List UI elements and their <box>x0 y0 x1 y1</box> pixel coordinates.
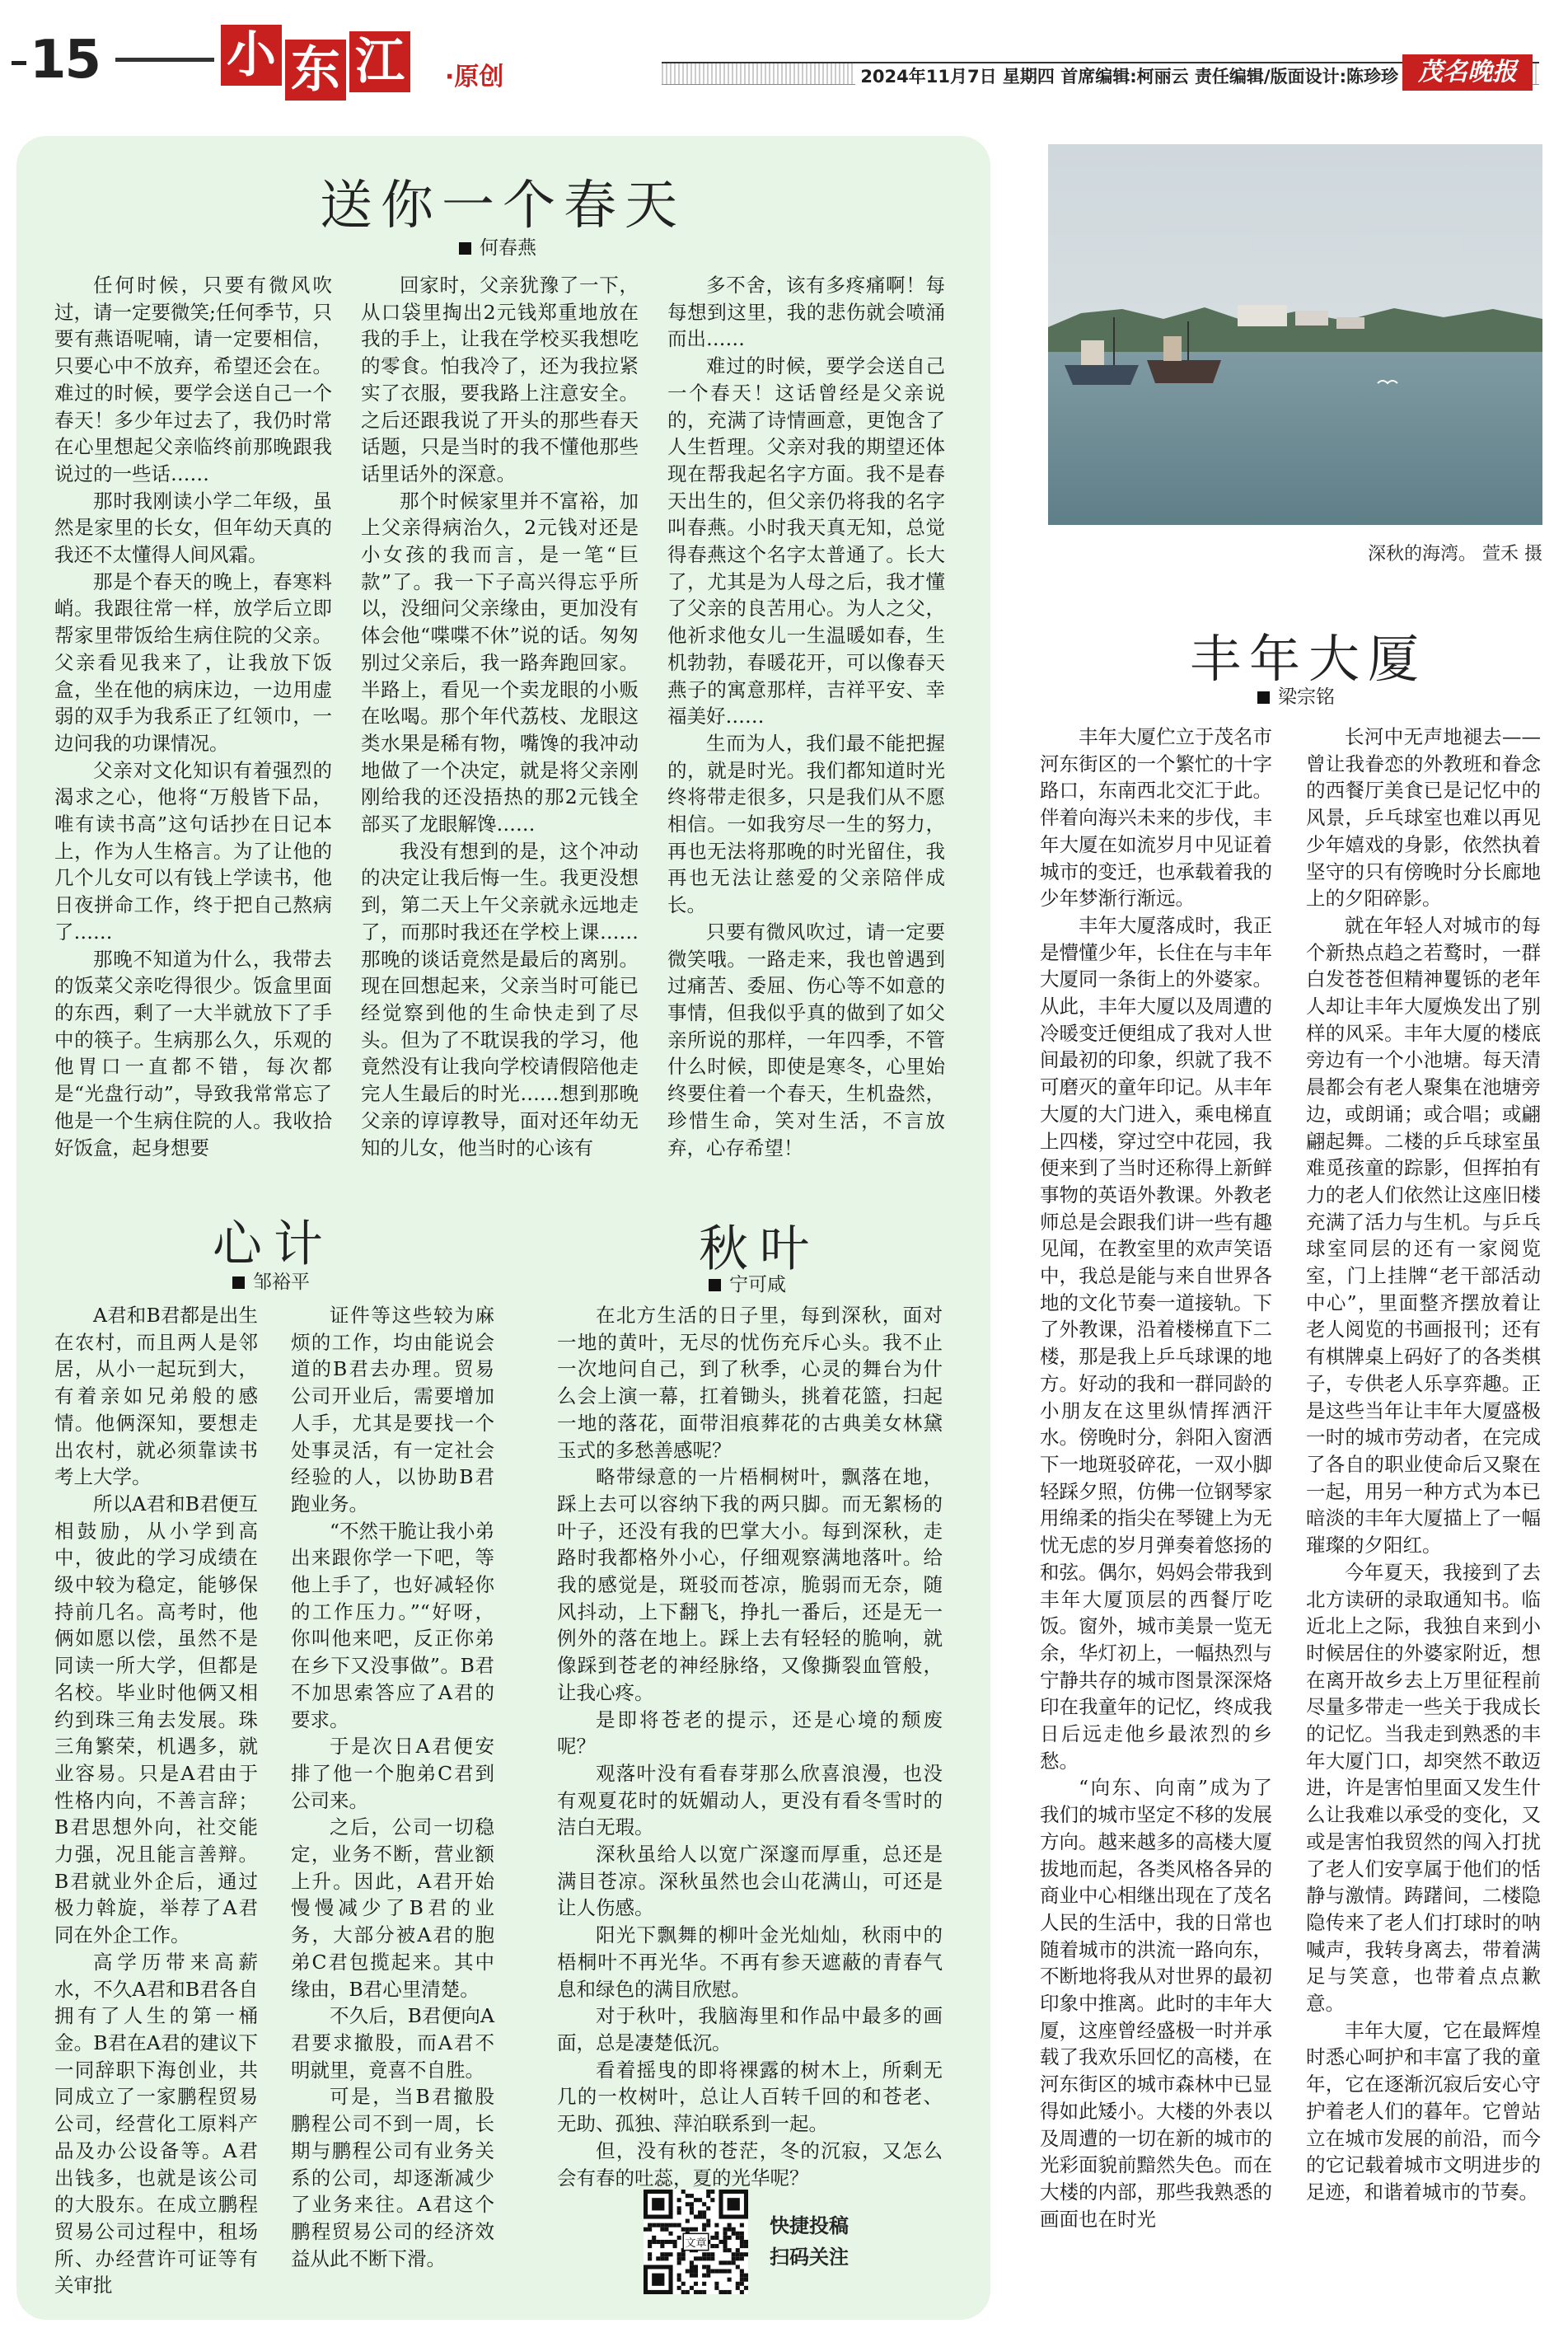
article-paragraph: 那时我刚读小学二年级，虽然是家里的长女，但年幼天真的我还不太懂得人间风霜。 <box>54 489 332 567</box>
section-subtitle: ·原创 <box>445 63 504 91</box>
article-paragraph: 我没有想到的是，这个冲动的决定让我后悔一生。我更没想到，第二天上午父亲就永远地走了，而那时我还在学校上课……那晚的谈话竟然是最后的离别。现在回想起来，父亲当时可能已经觉察到他的生命快走到了尽头。但为了不耽误我的学习，他竟然没有让我向学校请假陪他走完人生最后的时光……想到那晚父亲的谆谆教导，面对还年幼无知的儿女，他当时的心该有 <box>361 839 639 1159</box>
article-paragraph: 于是次日A君便安排了他一个胞弟C君到公司来。 <box>291 1735 494 1812</box>
article-column-xinji-2 <box>291 1302 494 2316</box>
article-paragraph: 多不舍，该有多疼痛啊！每每想到这里，我的悲伤就会喷涌而出…… <box>667 274 945 351</box>
article-paragraph: 但，没有秋的苍茫，冬的沉寂，又怎么会有春的吐蕊，夏的光华呢？ <box>557 2138 943 2190</box>
article-column-xinji-1 <box>54 1302 258 2316</box>
article-paragraph: 阳光下飘舞的柳叶金光灿灿，秋雨中的梧桐叶不再光华。不再有参天遮蔽的青春气息和绿色的满目欣慰。 <box>557 1923 943 2001</box>
article-paragraph: 长河中无声地褪去——曾让我眷恋的外教班和眷念的西餐厅美食已是记忆中的风景，乒乓球室也难以再见少年嬉戏的身影，依然执着坚守的只有傍晚时分长廊地上的夕阳碎影。 <box>1306 725 1541 911</box>
date-editor-info: 2024年11月7日 星期四 首席编辑:柯丽云 责任编辑/版面设计:陈珍珍 <box>855 63 1403 88</box>
article-paragraph: “向东、向南”成为了我们的城市坚定不移的发展方向。越来越多的高楼大厦拔地而起，各类风格各异的商业中心相继出现在了茂名人民的生活中，我的日常也随着城市的洪流一路向东，不断地将我从对世界的最初印象中推离。此时的丰年大厦，这座曾经盛极一时并承载了我欢乐回忆的高楼，在河东街区的城市森林中已显得如此矮小。大楼的外表以及周遭的一切在新的城市的光彩面貌前黯然失色。而在大楼的内部，那些我熟悉的画面也在时光 <box>1040 1776 1272 2231</box>
article-column-spring-1 <box>54 272 332 1174</box>
article-author-spring: 何春燕 <box>459 232 536 260</box>
article-paragraph: 是即将苍老的提示，还是心境的颓废呢？ <box>557 1707 943 1759</box>
article-title-spring: 送你一个春天 <box>320 176 686 237</box>
article-author-autumn: 宁可咸 <box>709 1269 786 1296</box>
qr-prompt <box>770 2210 849 2273</box>
qr-prompt-line-2: 扫码关注 <box>770 2246 849 2269</box>
article-paragraph: 在北方生活的日子里，每到深秋，面对一地的黄叶，无尽的忧伤充斥心头。我不止一次地问自己，到了秋季，心灵的舞台为什么会上演一幕，扛着锄头，挑着花篮，扫起一地的落花，面带泪痕葬花的古典美女林黛玉式的多愁善感呢？ <box>557 1304 943 1462</box>
article-paragraph: 对于秋叶，我脑海里和作品中最多的画面，总是凄楚低沉。 <box>557 2004 943 2054</box>
article-paragraph: 生而为人，我们最不能把握的，就是时光。我们都知道时光终将带走很多，只是我们从不愿相信。一如我穷尽一生的努力，再也无法将那晚的时光留住，我再也无法让慈爱的父亲陪伴成长。 <box>667 731 945 917</box>
article-title-autumn: 秋叶 <box>699 1220 821 1278</box>
article-paragraph: 之后，公司一切稳定，业务不断，营业额上升。因此，A君开始慢慢减少了B君的业务，大部分被A君的胞弟C君包揽起来。其中缘由，B君心里清楚。 <box>291 1815 494 2001</box>
qr-code-icon[interactable] <box>644 2190 748 2294</box>
article-column-autumn-1 <box>557 1302 943 2190</box>
author-marker-icon <box>1257 691 1270 704</box>
article-paragraph: 丰年大厦伫立于茂名市河东街区的一个繁忙的十字路口，东南西北交汇于此。伴着向海兴未来的步伐，丰年大厦在如流岁月中见证着城市的变迁，也承载着我的少年梦渐行渐远。 <box>1040 725 1272 911</box>
article-paragraph: “不然干脆让我小弟出来跟你学一下吧，等他上手了，也好减轻你的工作压力。”“好呀，你叫他来吧，反正你弟在乡下又没事做”。B君不加思索答应了A君的要求。 <box>291 1519 495 1731</box>
qr-prompt-line-1: 快捷投稿 <box>770 2214 849 2237</box>
article-paragraph: 父亲对文化知识有着强烈的渴求之心，他将“万般皆下品，唯有读书高”这句话抄在日记本上，作为人生格言。为了让他的几个儿女可以有钱上学读书，他日夜拼命工作，终于把自己熬病了…… <box>54 758 332 944</box>
article-paragraph: 丰年大厦落成时，我正是懵懂少年，长住在与丰年大厦同一条街上的外婆家。从此，丰年大厦以及周遭的冷暖变迁便组成了我对人世间最初的印象，织就了我不可磨灭的童年印记。从丰年大厦的大门进入，乘电梯直上四楼，穿过空中花园，我便来到了当时还称得上新鲜事物的英语外教课。外教老师总是会跟我们讲一些有趣见闻，在教室里的欢声笑语中，我总是能与来自世界各地的文化节奏一道接轨。下了外教课，沿着楼梯直下二楼，那是我上乒乓球课的地方。好动的我和一群同龄的小朋友在这里纵情挥洒汗水。傍晚时分，斜阳入窗洒下一地斑驳碎花，一双小脚轻踩夕照，仿佛一位钢琴家用绵柔的指尖在琴键上为无忧无虑的岁月弹奏着悠扬的和弦。偶尔，妈妈会带我到丰年大厦顶层的西餐厅吃饭。窗外，城市美景一览无余，华灯初上，一幅热烈与宁静共存的城市图景深深烙印在我童年的记忆，终成我日后远走他乡最浓烈的乡愁。 <box>1040 913 1272 1773</box>
article-paragraph: 观落叶没有看春芽那么欣喜浪漫，也没有观夏花时的妩媚动人，更没有看冬雪时的洁白无瑕。 <box>557 1761 943 1839</box>
qr-center-label: 文章 <box>685 2237 707 2251</box>
author-marker-icon <box>709 1279 721 1291</box>
author-marker-icon <box>232 1276 245 1289</box>
newspaper-logo: 茂名晚报 <box>1402 54 1533 91</box>
section-char-1: 小 <box>221 25 282 86</box>
article-paragraph: 所以A君和B君便互相鼓励，从小学到高中，彼此的学习成绩在级中较为稳定，能够保持前几名。高考时，他俩如愿以偿，虽然不是同读一所大学，但都是名校。毕业时他俩又相约到珠三角去发展。珠三角繁荣，机遇多，就业容易。只是A君由于性格内向，不善言辞；B君思想外向，社交能力强，况且能言善辩。B君就业外企后，通过极力斡旋，举荐了A君同在外企工作。 <box>54 1492 258 1947</box>
article-paragraph: 难过的时候，要学会送自己一个春天！这话曾经是父亲说的，充满了诗情画意，更饱含了人生哲理。父亲对我的期望还体现在帮我起名字方面。我不是春天出生的，但父亲仍将我的名字叫春燕。小时我天真无知，总觉得春燕这个名字太普通了。长大了，尤其是为人母之后，我才懂了父亲的良苦用心。为人之父，他祈求他女儿一生温暖如春，生机勃勃，春暖花开，可以像春天燕子的寓意那样，吉祥平安、幸福美好…… <box>667 354 945 728</box>
article-paragraph: 那个时候家里并不富裕，加上父亲得病治久，2元钱对还是小女孩的我而言，是一笔“巨款”了。我一下子高兴得忘乎所以，没细问父亲缘由，更加没有体会他“喋喋不休”说的话。匆匆别过父亲后，我一路奔跑回家。半路上，看见一个卖龙眼的小贩在吆喝。那个年代荔枝、龙眼这类水果是稀有物，嘴馋的我冲动地做了一个决定，就是将父亲刚刚给我的还没捂热的那2元钱全部买了龙眼解馋…… <box>361 489 639 836</box>
article-author-building: 梁宗铭 <box>1257 682 1335 709</box>
section-char-2: 东 <box>285 40 346 101</box>
article-paragraph: 不久后，B君便向A君要求撤股，而A君不明就里，竟喜不自胜。 <box>291 2004 494 2082</box>
article-column-spring-2 <box>361 272 639 1174</box>
article-paragraph: 只要有微风吹过，请一定要微笑哦。一路走来，我也曾遇到过痛苦、委屈、伤心等不如意的事情，但我似乎真的做到了如父亲所说的那样，一年四季，不管什么时候，即使是寒冬，心里始终要住着一个春天，生机盎然，珍惜生命，笑对生活，不言放弃，心存希望！ <box>667 920 945 1159</box>
article-paragraph: 那是个春天的晚上，春寒料峭。我跟往常一样，放学后立即帮家里带饭给生病住院的父亲。父亲看见我来了，让我放下饭盒，坐在他的病床边，一边用虚弱的双手为我系正了红领巾，一边问我的功课情况。 <box>54 569 332 755</box>
article-paragraph: 今年夏天，我接到了去北方读研的录取通知书。临近北上之际，我独自来到小时候居住的外婆家附近，想在离开故乡去上万里征程前尽量多带走一些关于我成长的记忆。当我走到熟悉的丰年大厦门口，却突然不敢迈进，许是害怕里面又发生什么让我难以承受的变化，又或是害怕我贸然的闯入打扰了老人们安享属于他们的恬静与激情。踌躇间，二楼隐隐传来了老人们打球时的呐喊声，我转身离去，带着满足与笑意，也带着点点歉意。 <box>1306 1560 1541 2016</box>
article-title-building: 丰年大厦 <box>1189 629 1427 689</box>
article-column-building-1 <box>1040 724 1272 2318</box>
section-char-3: 江 <box>349 31 410 92</box>
article-paragraph: 高学历带来高薪水，不久A君和B君各自拥有了人生的第一桶金。B君在A君的建议下一同辞职下海创业，共同成立了一家鹏程贸易公司，经营化工原料产品及办公设备等。A君出钱多，也就是该公司的大股东。在成立鹏程贸易公司过程中，租场所、办经营许可证等有关审批 <box>54 1950 258 2298</box>
article-paragraph: 深秋虽给人以宽广深邃而厚重，总还是满目苍凉。深秋虽然也会山花满山，可还是让人伤感。 <box>557 1843 943 1920</box>
photo-caption: 深秋的海湾。 萱禾 摄 <box>1368 544 1542 564</box>
article-column-spring-3 <box>667 272 945 1174</box>
article-paragraph: 那晚不知道为什么，我带去的饭菜父亲吃得很少。饭盒里面的东西，剩了一大半就放下了手中的筷子。生病那么久，乐观的他胃口一直都不错，每次都是“光盘行动”，导致我常常忘了他是一个生病住院的人。我收拾好饭盒，起身想要 <box>54 947 332 1159</box>
bay-photo <box>1048 144 1542 525</box>
header-rule <box>115 58 214 62</box>
article-paragraph: 略带绿意的一片梧桐树叶，飘落在地，踩上去可以容纳下我的两只脚。而无絮杨的叶子，还没有我的巴掌大小。每到深秋，走路时我都格外小心，仔细观察满地落叶。给我的感觉是，斑驳而苍凉，脆弱而无奈，随风抖动，上下翻飞，挣扎一番后，还是无一例外的落在地上。踩上去有轻轻的脆响，就像踩到苍老的神经脉络，又像撕裂血管般，让我心疼。 <box>557 1465 943 1704</box>
article-column-building-2 <box>1306 724 1541 2318</box>
article-paragraph: 就在年轻人对城市的每个新热点趋之若鹜时，一群白发苍苍但精神矍铄的老年人却让丰年大厦焕发出了别样的风采。丰年大厦的楼底旁边有一个小池塘。每天清晨都会有老人聚集在池塘旁边，或朗诵；或合唱；或翩翩起舞。二楼的乒乓球室虽难觅孩童的踪影，但挥拍有力的老人们依然让这座旧楼充满了活力与生机。与乒乓球室同层的还有一家阅览室，门上挂牌“老干部活动中心”，里面整齐摆放着让老人阅览的书画报刊；还有有棋牌桌上码好了的各类棋子，专供老人乐享弈趣。正是这些当年让丰年大厦盛极一时的城市劳动者，在完成了各自的职业使命后又聚在一起，用另一种方式为本已暗淡的丰年大厦描上了一幅璀璨的夕阳红。 <box>1306 913 1541 1557</box>
article-paragraph: 可是，当B君撤股鹏程公司不到一周，长期与鹏程公司有业务关系的公司，却逐渐减少了业务来往。A君这个鹏程贸易公司的经济效益从此不断下滑。 <box>291 2085 494 2270</box>
page-number: 15 <box>12 30 100 91</box>
masthead <box>0 0 1568 124</box>
article-paragraph: 丰年大厦，它在最辉煌时悉心呵护和丰富了我的童年，它在逐渐沉寂后安心守护着老人们的暮年。它曾站立在城市发展的前沿，而今的它记载着城市文明进步的足迹，和谐着城市的节奏。 <box>1306 2018 1541 2204</box>
article-paragraph: 回家时，父亲犹豫了一下，从口袋里掏出2元钱郑重地放在我的手上，让我在学校买我想吃的零食。怕我冷了，还为我拉紧实了衣服，要我路上注意安全。之后还跟我说了开头的那些春天话题，只是当时的我不懂他那些话里话外的深意。 <box>361 274 639 485</box>
article-paragraph: 看着摇曳的即将裸露的树木上，所剩无几的一枚树叶，总让人百转千回的和苍老、无助、孤独、萍泊联系到一起。 <box>557 2058 943 2136</box>
article-paragraph: 任何时候，只要有微风吹过，请一定要微笑;任何季节，只要有燕语呢喃，请一定要相信，只要心中不放弃，希望还会在。难过的时候，要学会送自己一个春天！多少年过去了，我仍时常在心里想起父亲临终前那晚跟我说过的一些话…… <box>54 274 332 485</box>
article-paragraph: 证件等这些较为麻烦的工作，均由能说会道的B君去办理。贸易公司开业后，需要增加人手，尤其是要找一个处事灵活，有一定社会经验的人，以协助B君跑业务。 <box>291 1304 494 1515</box>
article-title-xinji: 心计 <box>213 1216 335 1273</box>
author-marker-icon <box>459 242 471 255</box>
article-paragraph: A君和B君都是出生在农村，而且两人是邻居，从小一起玩到大，有着亲如兄弟般的感情。他俩深知，要想走出农村，就必须靠读书考上大学。 <box>54 1304 258 1489</box>
article-author-xinji: 邹裕平 <box>232 1267 310 1294</box>
